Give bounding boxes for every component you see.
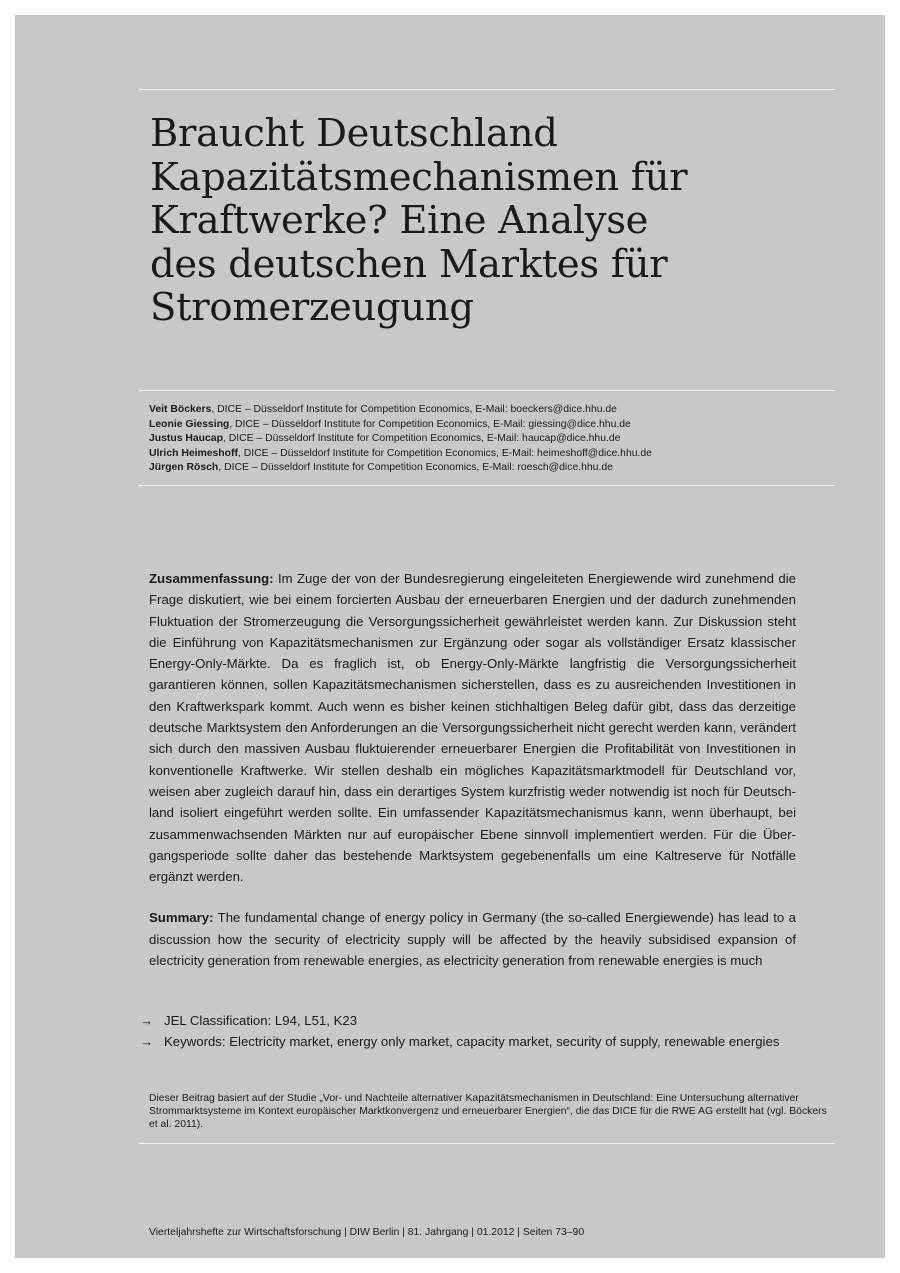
article-title: Braucht Deutschland Kapazitätsmechanismen für Kraftwerke? Eine Analyse des deutschen Marktes für Stromerzeugung <box>150 111 688 330</box>
authors-bottom-rule <box>139 485 835 486</box>
keywords: Keywords: Electricity market, energy only market, capacity market, security of supply, renewable energies <box>164 1034 780 1050</box>
journal-footer: Vierteljahrshefte zur Wirtschaftsforschung | DIW Berlin | 81. Jahrgang | 01.2012 | Seiten 73–90 <box>149 1227 585 1238</box>
keywords-row <box>140 1031 780 1052</box>
german-abstract <box>149 568 796 887</box>
arrow-right-icon: → <box>140 1013 154 1028</box>
jel-row <box>140 1010 780 1031</box>
arrow-right-icon: → <box>140 1034 154 1050</box>
author-entry <box>149 418 849 433</box>
author-affiliation: , DICE – Düsseldorf Institute for Competition Economics, E-Mail: heimeshoff@dice.hhu.de <box>237 447 652 459</box>
summary-text: The fundamental change of energy policy in Germany (the so-called Energiewende) has lead to a discussion how the security of electricity supply will be affected by the heavily subsidised expansion of electricity generation from renewable energies, as electricity generation from renewable energies is much <box>149 910 796 969</box>
author-affiliation: , DICE – Düsseldorf Institute for Competition Economics, E-Mail: boeckers@dice.hhu.de <box>211 404 617 415</box>
author-affiliation: , DICE – Düsseldorf Institute for Competition Economics, E-Mail: haucap@dice.hhu.de <box>222 433 621 445</box>
abstract-label: Zusammenfassung: <box>149 571 274 586</box>
english-summary <box>149 907 796 971</box>
top-rule <box>139 89 835 90</box>
author-affiliation: , DICE – Düsseldorf Institute for Competition Economics, E-Mail: giessing@dice.hhu.de <box>229 418 631 430</box>
author-name: Justus Haucap <box>149 433 223 445</box>
author-name: Leonie Giessing <box>149 418 230 430</box>
author-entry <box>149 447 849 462</box>
author-name: Veit Böckers <box>149 404 212 415</box>
summary-label: Summary: <box>149 910 214 926</box>
author-affiliation: , DICE – Düsseldorf Institute for Competition Economics, E-Mail: roesch@dice.hhu.de <box>218 462 613 474</box>
authors-top-rule <box>139 390 835 391</box>
author-name: Jürgen Rösch <box>149 462 219 474</box>
bottom-rule <box>139 1143 835 1144</box>
jel-classification: JEL Classification: L94, L51, K23 <box>164 1013 358 1028</box>
author-name: Ulrich Heimeshoff <box>149 447 238 459</box>
study-note: Dieser Beitrag basiert auf der Studie „Vor- und Nachteile alternativer Kapazitätsmechanismen in Deutschland: Eine Untersuchung alternativer Strommarktsysteme im Kontext europäischer Marktkonvergenz und erneuerbarer Energien“, die das DICE für die RWE AG erstellt hat (vgl. Böckers et al. 2011). <box>149 1093 827 1131</box>
abstract-block <box>149 568 796 971</box>
author-entry <box>149 403 849 418</box>
author-entry <box>149 461 849 476</box>
author-list <box>149 403 849 476</box>
abstract-text: Im Zuge der von der Bundesregierung eingeleiteten Energiewende wird zunehmend die Frage diskutiert, wie bei einem forcierten Ausbau der erneuerbaren Energien und der dadurch zunehmenden Fluktuation der Stromerzeugung die Versorgungssicherheit gewährleistet werden kann. Zur Diskussion steht die Einführung von Kapazitätsmechanismen zur Ergänzung oder sogar als vollständiger Ersatz klassischer Energy-Only-Märkte. Da es fraglich ist, ob Energy-Only-Märkte langfristig die Versorgungssicherheit garantieren können, sollen Kapazitätsmechanismen sicherstellen, dass es zu ausreichenden Investitionen in den Kraftwerkspark kommt. Auch wenn es bisher keinen stichhaltigen Beleg dafür gibt, dass das derzeitige deutsche Marktsystem den Anforderungen an die Versorgungssicherheit nicht gerecht werden kann, verändert sich durch den massiven Ausbau fluktuierender erneuerbarer Energien die Profitabilität von Investitionen in konventionelle Kraftwerke. Wir stellen deshalb ein mögliches Kapazitätsmarktmodell für Deutschland vor, weisen aber zugleich darauf hin, dass ein derartiges System kurzfristig weder notwendig ist noch für Deutschland isoliert eingeführt werden sollte. Ein umfassender Kapazitätsmechanismus kann, wenn überhaupt, bei zusammenwachsenden Märkten nur auf europäischer Ebene sinnvoll implementiert werden. Für die Übergangsperiode sollte daher das bestehende Marktsystem gegebenenfalls um eine Kaltreserve für Notfälle ergänzt werden. <box>149 571 796 885</box>
classification-block <box>140 1010 780 1053</box>
author-entry <box>149 432 849 447</box>
